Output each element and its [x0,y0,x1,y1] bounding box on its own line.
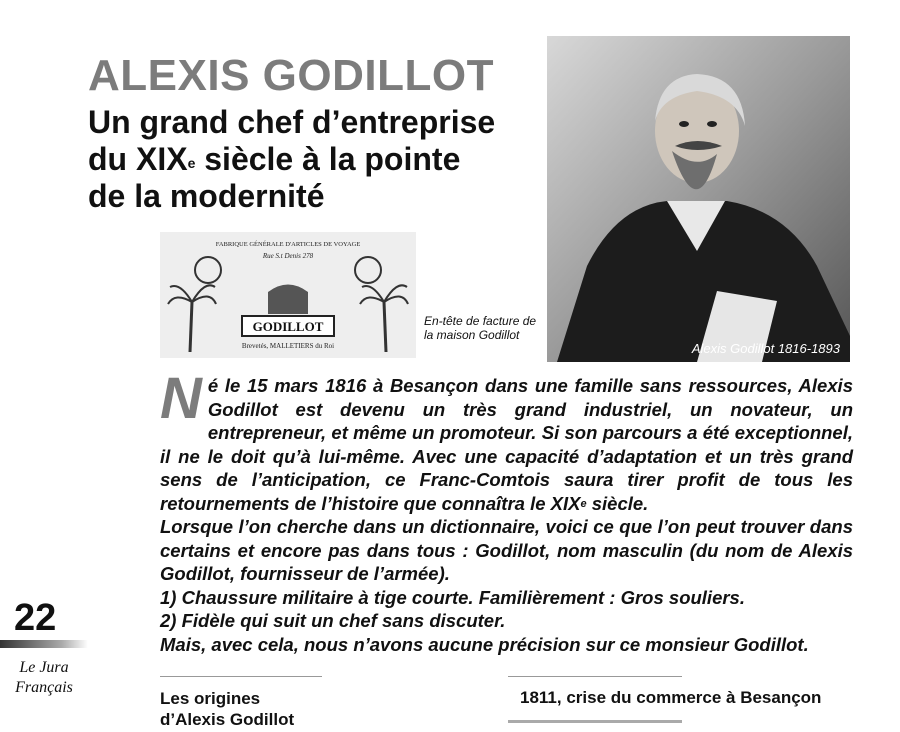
subtitle-line-1: Un grand chef d’entreprise [88,104,496,140]
subtitle-line-2a: du [88,141,136,177]
subtitle-line-3: de la modernité [88,178,325,214]
portrait-photo [547,36,850,362]
divider-right-top [508,676,682,677]
portrait-illustration [547,36,850,362]
article-subtitle [88,104,543,215]
article-body [160,366,853,656]
invoice-caption: En-tête de facture de la maison Godillot [424,314,537,342]
subtitle-century: XIX [135,141,188,177]
invoice-footer: Brevetés, MALLETIERS du Roi [241,342,335,350]
definition-2: 2) Fidèle qui suit un chef sans discuter. [160,610,506,631]
subtitle-line-2b: siècle à la pointe [195,141,461,177]
dropcap-letter: N [160,366,202,431]
divider-right-bottom [508,720,682,723]
invoice-header-text: FABRIQUE GÉNÉRALE D'ARTICLES DE VOYAGE [215,241,361,248]
paragraph-intro-end: siècle. [586,492,649,514]
journal-line-2: Français [15,679,73,696]
portrait-caption: Alexis Godillot 1816-1893 [691,341,840,356]
page-number-rule [0,640,88,648]
article-title: ALEXIS GODILLOT [88,51,494,100]
page-number: 22 [14,597,57,639]
century-sup: e [580,497,587,510]
paragraph-conclusion: Mais, avec cela, nous n’avons aucune précision sur ce monsieur Godillot. [160,633,809,655]
invoice-header-image [160,232,416,358]
section-heading-crisis: 1811, crise du commerce à Besançon [520,688,822,707]
subtitle-century-sup: e [187,155,196,171]
invoice-illustration [160,232,416,358]
divider-left [160,676,322,677]
section-origins-line-1: Les origines [160,689,261,708]
paragraph-intro-text: é le 15 mars 1816 à Besançon dans une famille sans ressources, Alexis Godillot est devenu un très grand industriel, un novateur, un entrepreneur, et même un promoteur. Si son parcours a été exceptionnel, il ne le doit qu’à lui-même. Avec une capacité d’adaptation et un très grand sens de l’anticipation, ce Franc-Comtois saura tirer profit de tous les retournements de l’histoire que connaîtra le [160,375,853,514]
invoice-brand: GODILLOT [252,319,324,334]
paragraph-intro [160,366,853,515]
paragraph-dictionary: Lorsque l’on cherche dans un dictionnaire, voici ce que l’on peut trouver dans certains et encore pas dans tous : Godillot, nom masculin (du nom de Alexis Godillot, fournisseur de l’armée). [160,516,853,584]
journal-line-1: Le Jura [19,659,69,676]
section-origins-line-2: d’Alexis Godillot [160,710,295,729]
definition-1: 1) Chaussure militaire à tige courte. Familièrement : Gros souliers. [160,586,745,608]
section-heading-origins [160,688,294,730]
invoice-address: Rue S.t Denis 278 [262,252,314,260]
century-roman: XIX [550,492,581,514]
journal-name [6,658,82,698]
